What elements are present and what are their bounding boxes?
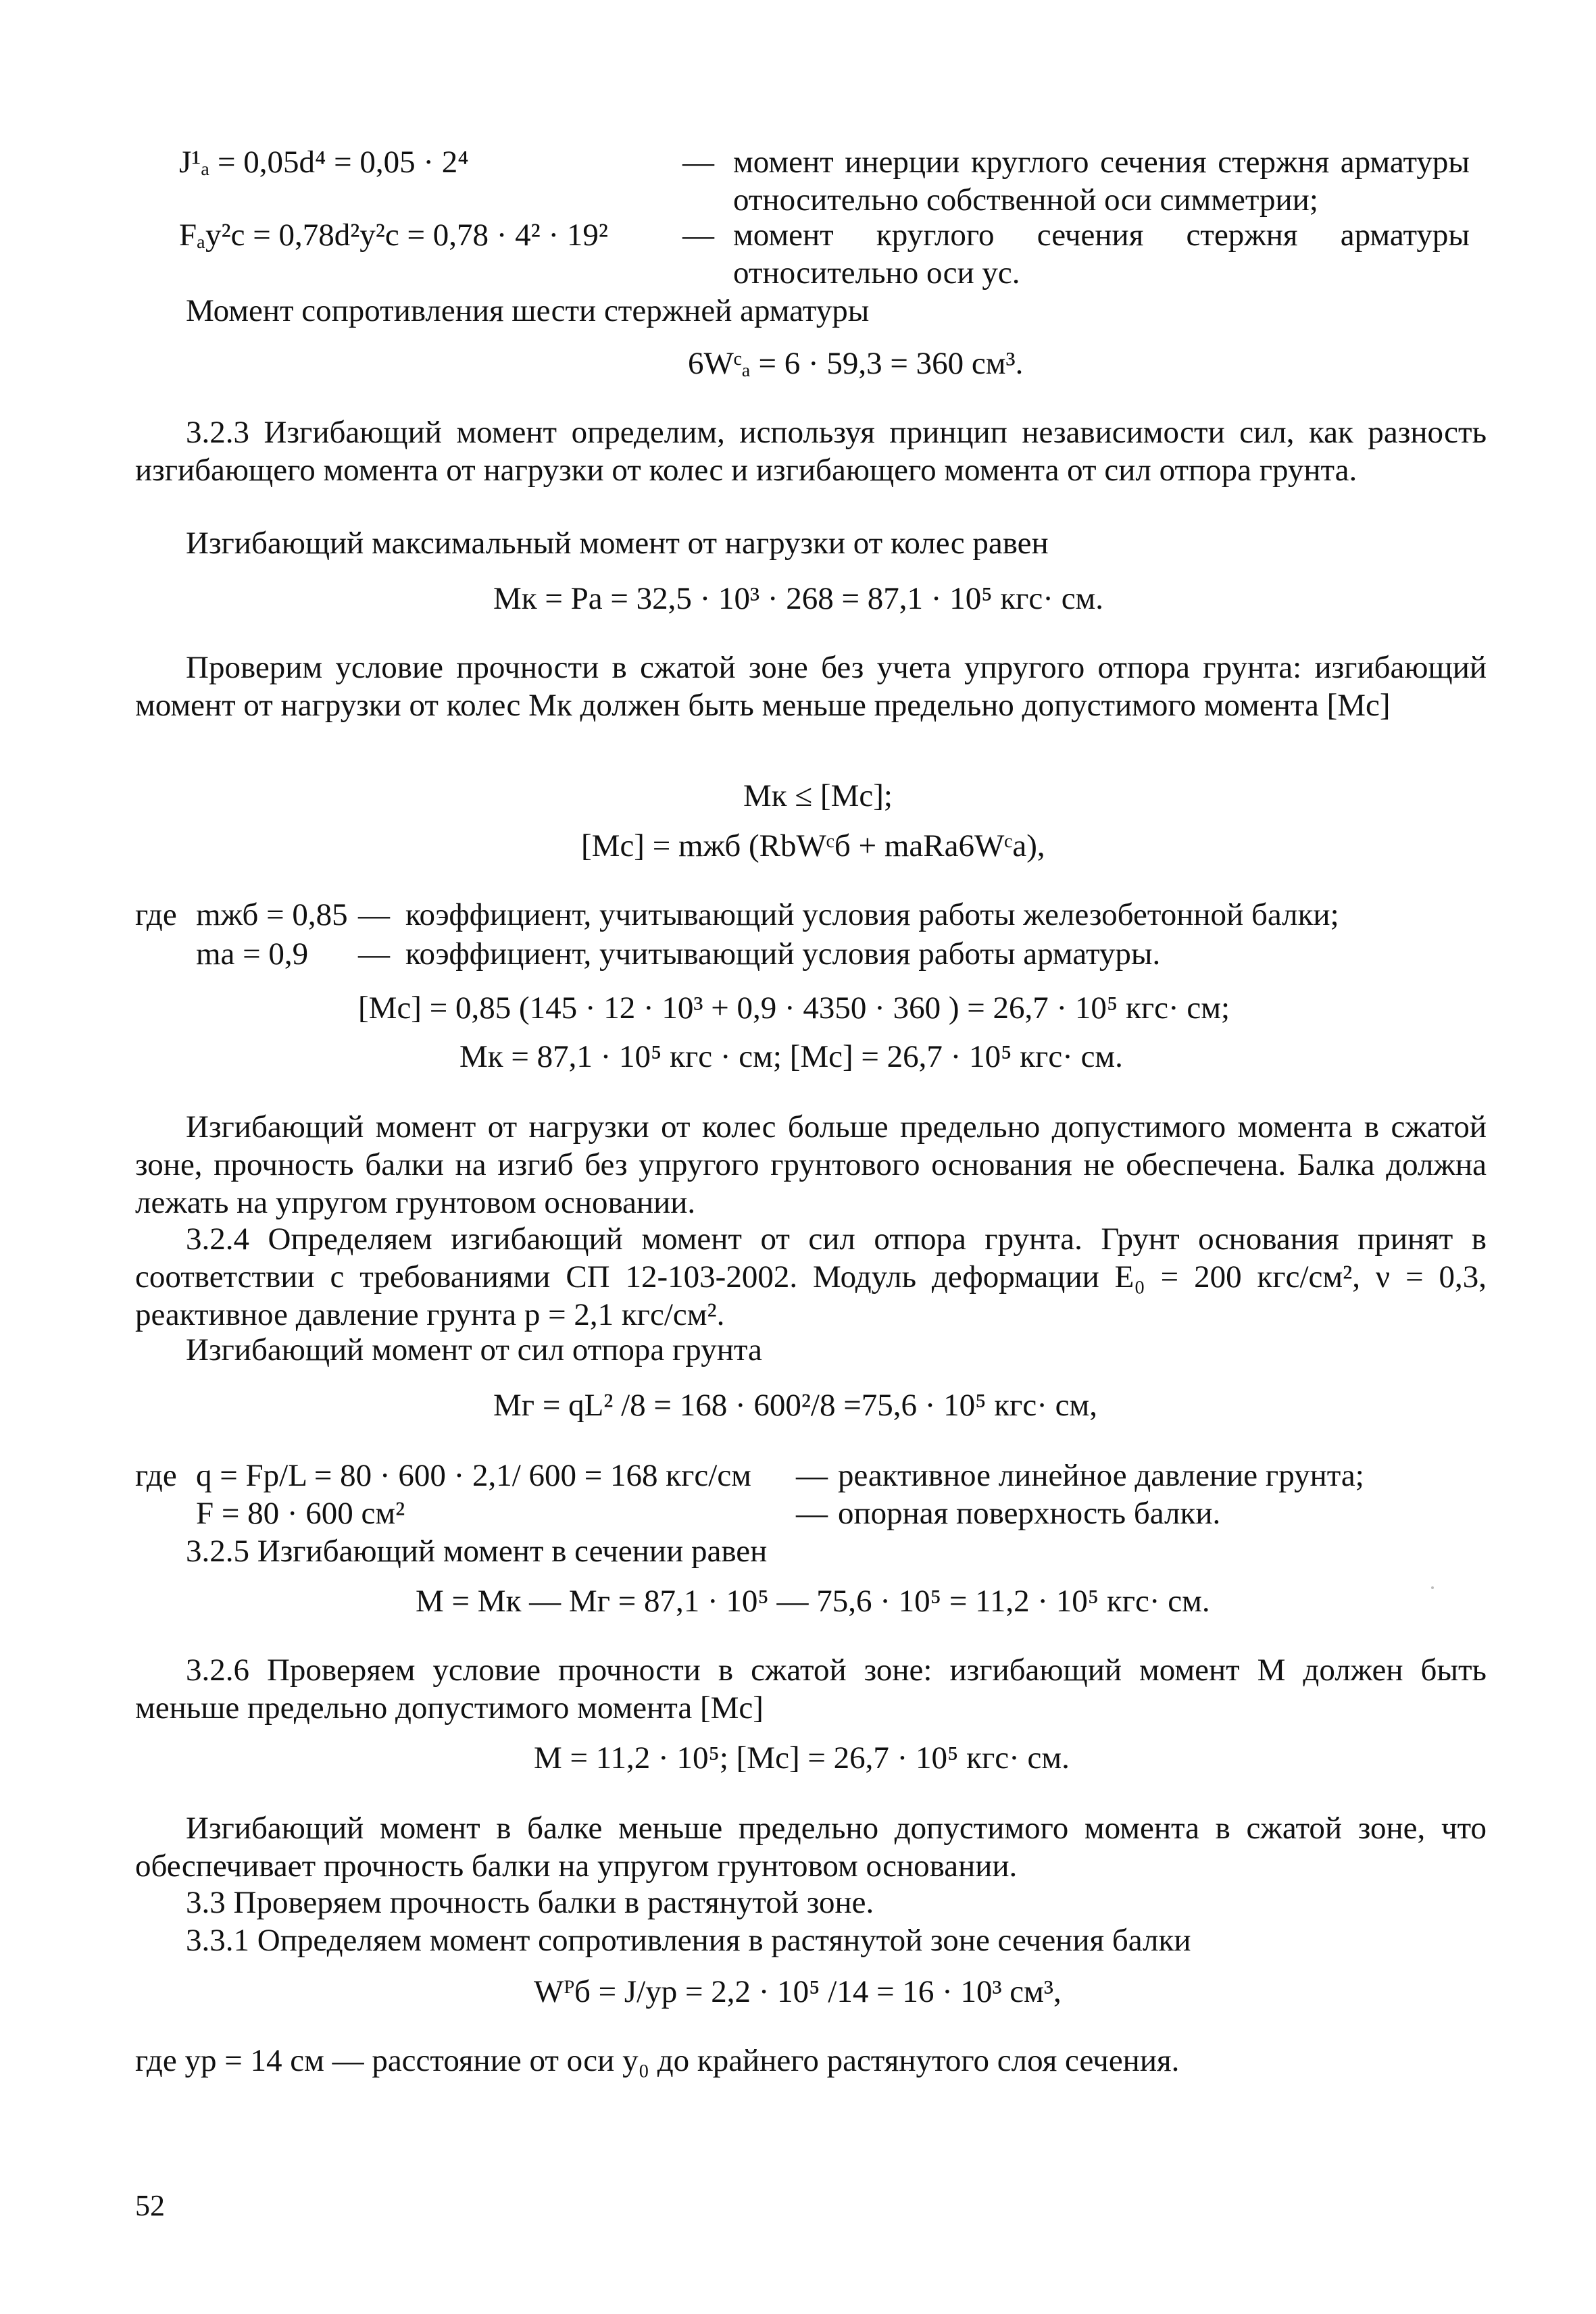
def-m-a-expr: mа = 0,9 <box>196 936 309 972</box>
paragraph-result-1: Изгибающий момент от нагрузки от колес больше предельно допустимого момента в сжатой зоне, прочность балки на изгиб без упругого грунтового основания не обеспечена. Балка должна лежать на упругом грунтовом основании. <box>135 1109 1487 1220</box>
page-number: 52 <box>135 2189 165 2222</box>
def-moment-desc: момент круглого сечения стержня арматуры относительно оси yc. <box>733 218 1470 291</box>
paragraph-3-2-6: 3.2.6 Проверяем условие прочности в сжатой зоне: изгибающий момент M должен быть меньше предельно допустимого момента [Mс] <box>135 1653 1487 1726</box>
paragraph-3-2-5: 3.2.5 Изгибающий момент в сечении равен <box>186 1534 768 1569</box>
formula-wp: Wᴾб = J/yр = 2,2 · 10⁵ /14 = 16 · 10³ см³, <box>534 1974 1062 2009</box>
def-where-label: где <box>135 897 177 932</box>
paragraph-result-2: Изгибающий момент в балке меньше предельно допустимого момента в сжатой зоне, что обеспечивает прочность балки на упругом грунтовом основании. <box>135 1811 1487 1884</box>
formula-mk: Mк = Pa = 32,5 · 10³ · 268 = 87,1 · 10⁵ кгс· см. <box>493 581 1104 616</box>
def-m-zhb-expr: mжб = 0,85 <box>196 897 348 932</box>
def-inertia-desc: момент инерции круглого сечения стержня арматуры относительно собственной оси симметрии; <box>733 145 1470 218</box>
paragraph-max-moment: Изгибающий максимальный момент от нагрузки от колес равен <box>186 526 1049 561</box>
formula-condition: Mк ≤ [Mс]; <box>743 778 893 813</box>
def-inertia-expr: J¹ₐ = 0,05d⁴ = 0,05 · 2⁴ <box>179 145 469 180</box>
def-q-expr: q = Fp/L = 80 · 600 · 2,1/ 600 = 168 кгс/см <box>196 1458 751 1493</box>
def-f-expr: F = 80 · 600 см² <box>196 1496 405 1531</box>
formula-mc-calc: [Mс] = 0,85 (145 · 12 · 10³ + 0,9 · 4350 · 360 ) = 26,7 · 10⁵ кгс· см; <box>358 990 1230 1026</box>
paragraph-3-3-1: 3.3.1 Определяем момент сопротивления в растянутой зоне сечения балки <box>186 1923 1191 1958</box>
def-moment-expr: Fₐy²c = 0,78d²y²c = 0,78 · 4² · 19² <box>179 218 608 253</box>
paragraph-3-2-3: 3.2.3 Изгибающий момент определим, используя принцип независимости сил, как разность изгибающего момента от нагрузки от колес и изгибающего момента от сил отпора грунта. <box>135 415 1487 488</box>
formula-mc: [Mс] = mжб (RbWᶜб + mаRа6Wᶜа), <box>581 828 1045 863</box>
formula-m-compare: M = 11,2 · 10⁵; [Mс] = 26,7 · 10⁵ кгс· см. <box>534 1740 1070 1776</box>
formula-m: M = Mк — Mг = 87,1 · 10⁵ — 75,6 · 10⁵ = 11,2 · 10⁵ кгс· см. <box>416 1584 1210 1619</box>
def-f-desc: опорная поверхность балки. <box>838 1496 1221 1531</box>
def-dash: — <box>358 897 390 932</box>
def-dash: — <box>682 145 714 180</box>
formula-mk-compare: Mк = 87,1 · 10⁵ кгс · см; [Mс] = 26,7 · 10⁵ кгс· см. <box>459 1039 1123 1074</box>
paragraph-six-bars: Момент сопротивления шести стержней арматуры <box>186 293 870 328</box>
def-dash: — <box>796 1458 828 1493</box>
paragraph-yp: где yр = 14 см — расстояние от оси y₀ до крайнего растянутого слоя сечения. <box>135 2043 1180 2078</box>
def-dash: — <box>358 936 390 972</box>
paragraph-soil-moment: Изгибающий момент от сил отпора грунта <box>186 1332 762 1367</box>
def-q-desc: реактивное линейное давление грунта; <box>838 1458 1364 1493</box>
paragraph-3-2-4: 3.2.4 Определяем изгибающий момент от сил отпора грунта. Грунт основания принят в соответствии с требованиями СП 12-103-2002. Модуль деформации E₀ = 200 кгс/см², ν = 0,3, реактивное давление грунта p = 2,1 кгс/см². <box>135 1222 1487 1332</box>
def-dash: — <box>682 218 714 253</box>
def-dash: — <box>796 1496 828 1531</box>
def-m-a-desc: коэффициент, учитывающий условия работы арматуры. <box>405 936 1161 972</box>
formula-mg: Mг = qL² /8 = 168 · 600²/8 =75,6 · 10⁵ кгс· см, <box>493 1388 1098 1423</box>
def-m-zhb-desc: коэффициент, учитывающий условия работы железобетонной балки; <box>405 897 1339 932</box>
paragraph-check-strength: Проверим условие прочности в сжатой зоне без учета упругого отпора грунта: изгибающий момент от нагрузки от колес Mк должен быть меньше предельно допустимого момента [Mс] <box>135 650 1487 723</box>
scan-speck <box>1431 1586 1434 1589</box>
paragraph-3-3: 3.3 Проверяем прочность балки в растянутой зоне. <box>186 1885 874 1920</box>
formula-six-bars: 6Wᶜₐ = 6 · 59,3 = 360 см³. <box>688 346 1024 381</box>
def-where-label: где <box>135 1458 177 1493</box>
